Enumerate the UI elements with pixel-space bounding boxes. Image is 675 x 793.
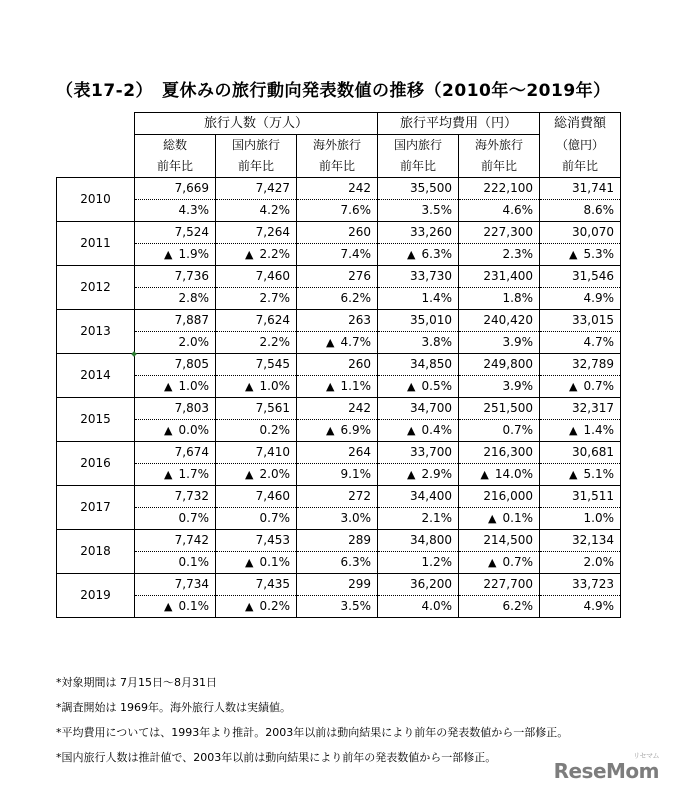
- yoy-cell: [216, 508, 297, 530]
- value-cell: 33,730: [378, 266, 459, 288]
- yoy-value: 1.8%: [502, 291, 533, 305]
- yoy-cell: [540, 552, 621, 574]
- group-header-avg-cost: 旅行平均費用（円）: [378, 113, 540, 135]
- value-cell: 7,410: [216, 442, 297, 464]
- decrease-triangle-icon: ▲: [245, 248, 254, 261]
- value-cell: 7,561: [216, 398, 297, 420]
- yoy-label: 前年比: [378, 156, 459, 178]
- value-cell: 299: [297, 574, 378, 596]
- value-cell: 263: [297, 310, 378, 332]
- value-cell: 30,681: [540, 442, 621, 464]
- yoy-cell: [297, 420, 378, 442]
- value-cell: 7,460: [216, 486, 297, 508]
- table-row-yoy: [57, 464, 621, 486]
- yoy-cell: [216, 420, 297, 442]
- col-header-domestic-cost: 国内旅行: [378, 135, 459, 157]
- yoy-value: 3.9%: [502, 335, 533, 349]
- yoy-cell: [297, 332, 378, 354]
- decrease-triangle-icon: ▲: [245, 468, 254, 481]
- year-cell: 2010: [57, 178, 135, 222]
- table-row: [57, 178, 621, 200]
- yoy-cell: [297, 508, 378, 530]
- decrease-triangle-icon: ▲: [569, 424, 578, 437]
- yoy-cell: [297, 200, 378, 222]
- yoy-cell: [135, 420, 216, 442]
- yoy-cell: [135, 288, 216, 310]
- yoy-value: 3.8%: [421, 335, 452, 349]
- yoy-cell: [378, 244, 459, 266]
- value-cell: 260: [297, 354, 378, 376]
- col-header-overseas: 海外旅行: [297, 135, 378, 157]
- yoy-value: 3.9%: [502, 379, 533, 393]
- yoy-cell: [378, 332, 459, 354]
- table-row-yoy: [57, 596, 621, 618]
- value-cell: 32,134: [540, 530, 621, 552]
- yoy-cell: [135, 332, 216, 354]
- value-cell: 249,800: [459, 354, 540, 376]
- yoy-value: 0.4%: [421, 423, 452, 437]
- value-cell: 264: [297, 442, 378, 464]
- year-cell: 2011: [57, 222, 135, 266]
- value-cell: 7,453: [216, 530, 297, 552]
- yoy-cell: [378, 596, 459, 618]
- value-cell: 7,524: [135, 222, 216, 244]
- yoy-cell: [297, 596, 378, 618]
- yoy-value: 3.5%: [340, 599, 371, 613]
- yoy-value: 6.2%: [502, 599, 533, 613]
- yoy-cell: [540, 464, 621, 486]
- yoy-value: 0.2%: [259, 599, 290, 613]
- yoy-cell: [135, 200, 216, 222]
- yoy-value: 5.1%: [583, 467, 614, 481]
- value-cell: 7,887: [135, 310, 216, 332]
- yoy-cell: [216, 288, 297, 310]
- year-cell: 2016: [57, 442, 135, 486]
- yoy-value: 1.0%: [583, 511, 614, 525]
- year-cell: 2018: [57, 530, 135, 574]
- header-row-yoy: [57, 156, 621, 178]
- yoy-value: 0.7%: [502, 423, 533, 437]
- yoy-value: 6.3%: [340, 555, 371, 569]
- yoy-cell: [459, 332, 540, 354]
- value-cell: 7,545: [216, 354, 297, 376]
- year-cell: 2014: [57, 354, 135, 398]
- yoy-cell: [216, 244, 297, 266]
- value-cell: 251,500: [459, 398, 540, 420]
- yoy-value: 2.0%: [259, 467, 290, 481]
- value-cell: 216,300: [459, 442, 540, 464]
- yoy-value: 4.0%: [421, 599, 452, 613]
- yoy-value: 7.4%: [340, 247, 371, 261]
- year-cell: 2015: [57, 398, 135, 442]
- yoy-value: 5.3%: [583, 247, 614, 261]
- yoy-cell: [216, 596, 297, 618]
- yoy-cell: [216, 552, 297, 574]
- decrease-triangle-icon: ▲: [245, 380, 254, 393]
- yoy-label: 前年比: [216, 156, 297, 178]
- value-cell: 227,700: [459, 574, 540, 596]
- yoy-value: 4.9%: [583, 291, 614, 305]
- value-cell: 260: [297, 222, 378, 244]
- yoy-value: 2.2%: [259, 247, 290, 261]
- value-cell: 242: [297, 178, 378, 200]
- value-cell: 242: [297, 398, 378, 420]
- value-cell: 31,546: [540, 266, 621, 288]
- yoy-value: 2.3%: [502, 247, 533, 261]
- value-cell: 7,805: [135, 354, 216, 376]
- value-cell: 7,460: [216, 266, 297, 288]
- decrease-triangle-icon: ▲: [407, 248, 416, 261]
- decrease-triangle-icon: ▲: [480, 468, 489, 481]
- yoy-cell: [135, 376, 216, 398]
- value-cell: 33,700: [378, 442, 459, 464]
- corner-cell: [57, 156, 135, 178]
- value-cell: 7,732: [135, 486, 216, 508]
- yoy-cell: [459, 288, 540, 310]
- yoy-cell: [540, 420, 621, 442]
- yoy-cell: [378, 420, 459, 442]
- yoy-cell: [378, 552, 459, 574]
- table-row: [57, 486, 621, 508]
- table-row: [57, 222, 621, 244]
- yoy-label: 前年比: [540, 156, 621, 178]
- yoy-cell: [540, 596, 621, 618]
- decrease-triangle-icon: ▲: [326, 336, 335, 349]
- yoy-cell: [378, 200, 459, 222]
- yoy-label: 前年比: [459, 156, 540, 178]
- table-row-yoy: [57, 376, 621, 398]
- decrease-triangle-icon: ▲: [326, 424, 335, 437]
- yoy-cell: [135, 508, 216, 530]
- table-row: [57, 530, 621, 552]
- yoy-cell: [378, 288, 459, 310]
- yoy-value: 8.6%: [583, 203, 614, 217]
- value-cell: 231,400: [459, 266, 540, 288]
- value-cell: 7,427: [216, 178, 297, 200]
- yoy-value: 1.0%: [259, 379, 290, 393]
- yoy-value: 3.0%: [340, 511, 371, 525]
- yoy-value: 4.7%: [583, 335, 614, 349]
- value-cell: 30,070: [540, 222, 621, 244]
- yoy-cell: [459, 376, 540, 398]
- yoy-value: 2.2%: [259, 335, 290, 349]
- yoy-cell: [216, 376, 297, 398]
- yoy-cell: [540, 244, 621, 266]
- yoy-cell: [135, 244, 216, 266]
- value-cell: 289: [297, 530, 378, 552]
- value-cell: 214,500: [459, 530, 540, 552]
- yoy-cell: [297, 552, 378, 574]
- yoy-value: 2.1%: [421, 511, 452, 525]
- table-row-yoy: [57, 288, 621, 310]
- decrease-triangle-icon: ▲: [407, 380, 416, 393]
- yoy-cell: [540, 200, 621, 222]
- value-cell: 7,669: [135, 178, 216, 200]
- yoy-cell: [216, 464, 297, 486]
- yoy-cell: [297, 244, 378, 266]
- value-cell: 240,420: [459, 310, 540, 332]
- yoy-cell: [459, 420, 540, 442]
- value-cell: 7,742: [135, 530, 216, 552]
- yoy-cell: [216, 332, 297, 354]
- yoy-value: 4.6%: [502, 203, 533, 217]
- value-cell: 216,000: [459, 486, 540, 508]
- footnote: *対象期間は 7月15日～8月31日: [56, 676, 217, 689]
- value-cell: 31,511: [540, 486, 621, 508]
- col-header-oku-yen: （億円）: [540, 135, 621, 157]
- yoy-cell: [135, 552, 216, 574]
- yoy-value: 1.1%: [340, 379, 371, 393]
- value-cell: 33,723: [540, 574, 621, 596]
- corner-cell: [57, 113, 135, 135]
- value-cell: 33,015: [540, 310, 621, 332]
- resemom-logo: リセマム ReseMom: [553, 752, 659, 783]
- yoy-value: 1.7%: [178, 467, 209, 481]
- decrease-triangle-icon: ▲: [407, 424, 416, 437]
- value-cell: 33,260: [378, 222, 459, 244]
- yoy-value: 0.7%: [583, 379, 614, 393]
- yoy-cell: [378, 508, 459, 530]
- yoy-value: 0.1%: [178, 555, 209, 569]
- yoy-value: 4.9%: [583, 599, 614, 613]
- value-cell: 7,734: [135, 574, 216, 596]
- value-cell: 7,674: [135, 442, 216, 464]
- yoy-value: 7.6%: [340, 203, 371, 217]
- value-cell: 32,317: [540, 398, 621, 420]
- decrease-triangle-icon: ▲: [164, 424, 173, 437]
- yoy-value: 0.5%: [421, 379, 452, 393]
- yoy-cell: [459, 508, 540, 530]
- footnote: *平均費用については、1993年より推計。2003年以前は動向結果により前年の発表数値から一部修正。: [56, 726, 569, 739]
- yoy-value: 3.5%: [421, 203, 452, 217]
- table-row: [57, 354, 621, 376]
- yoy-cell: [297, 464, 378, 486]
- yoy-value: 9.1%: [340, 467, 371, 481]
- yoy-cell: [216, 200, 297, 222]
- value-cell: 7,803: [135, 398, 216, 420]
- yoy-cell: [459, 596, 540, 618]
- yoy-value: 0.7%: [502, 555, 533, 569]
- yoy-value: 1.0%: [178, 379, 209, 393]
- yoy-label: 前年比: [297, 156, 378, 178]
- value-cell: 31,741: [540, 178, 621, 200]
- value-cell: 32,789: [540, 354, 621, 376]
- yoy-value: 6.2%: [340, 291, 371, 305]
- yoy-value: 1.4%: [421, 291, 452, 305]
- corner-cell: [57, 135, 135, 157]
- table-row: [57, 574, 621, 596]
- year-cell: 2013: [57, 310, 135, 354]
- decrease-triangle-icon: ▲: [569, 380, 578, 393]
- value-cell: 7,736: [135, 266, 216, 288]
- yoy-value: 4.7%: [340, 335, 371, 349]
- yoy-cell: [459, 200, 540, 222]
- decrease-triangle-icon: ▲: [569, 248, 578, 261]
- yoy-value: 0.1%: [259, 555, 290, 569]
- travel-trend-table: [56, 112, 621, 618]
- yoy-value: 2.0%: [583, 555, 614, 569]
- yoy-cell: [459, 552, 540, 574]
- yoy-value: 6.3%: [421, 247, 452, 261]
- yoy-value: 0.2%: [259, 423, 290, 437]
- decrease-triangle-icon: ▲: [164, 468, 173, 481]
- yoy-label: 前年比: [135, 156, 216, 178]
- value-cell: 34,400: [378, 486, 459, 508]
- decrease-triangle-icon: ▲: [407, 468, 416, 481]
- footnote: *調査開始は 1969年。海外旅行人数は実績値。: [56, 701, 291, 714]
- decrease-triangle-icon: ▲: [164, 380, 173, 393]
- yoy-cell: [540, 376, 621, 398]
- table-row: [57, 310, 621, 332]
- yoy-cell: [297, 288, 378, 310]
- yoy-cell: [135, 464, 216, 486]
- group-header-total-spend: 総消費額: [540, 113, 621, 135]
- decrease-triangle-icon: ▲: [326, 380, 335, 393]
- yoy-value: 1.9%: [178, 247, 209, 261]
- year-cell: 2012: [57, 266, 135, 310]
- value-cell: 35,010: [378, 310, 459, 332]
- value-cell: 7,624: [216, 310, 297, 332]
- table-row-yoy: [57, 420, 621, 442]
- table-row: [57, 442, 621, 464]
- value-cell: 34,800: [378, 530, 459, 552]
- decrease-triangle-icon: ▲: [245, 600, 254, 613]
- decrease-triangle-icon: ▲: [164, 600, 173, 613]
- yoy-value: 14.0%: [494, 467, 533, 481]
- yoy-cell: [540, 288, 621, 310]
- table-row-yoy: [57, 244, 621, 266]
- yoy-cell: [540, 332, 621, 354]
- yoy-value: 4.3%: [178, 203, 209, 217]
- yoy-cell: [540, 508, 621, 530]
- yoy-value: 2.8%: [178, 291, 209, 305]
- value-cell: 34,700: [378, 398, 459, 420]
- yoy-value: 2.7%: [259, 291, 290, 305]
- yoy-cell: [297, 376, 378, 398]
- yoy-value: 4.2%: [259, 203, 290, 217]
- value-cell: 34,850: [378, 354, 459, 376]
- yoy-cell: [135, 596, 216, 618]
- yoy-value: 0.1%: [502, 511, 533, 525]
- yoy-cell: [459, 464, 540, 486]
- value-cell: 222,100: [459, 178, 540, 200]
- yoy-cell: [378, 376, 459, 398]
- yoy-value: 6.9%: [340, 423, 371, 437]
- footnote: *国内旅行人数は推計値で、2003年以前は動向結果により前年の発表数値から一部修正。: [56, 751, 497, 764]
- value-cell: 272: [297, 486, 378, 508]
- yoy-value: 2.9%: [421, 467, 452, 481]
- year-cell: 2019: [57, 574, 135, 618]
- value-cell: 35,500: [378, 178, 459, 200]
- decrease-triangle-icon: ▲: [245, 556, 254, 569]
- yoy-value: 2.0%: [178, 335, 209, 349]
- decrease-triangle-icon: ▲: [488, 512, 497, 525]
- yoy-cell: [459, 244, 540, 266]
- value-cell: 276: [297, 266, 378, 288]
- table-row-yoy: [57, 552, 621, 574]
- value-cell: 227,300: [459, 222, 540, 244]
- table-row: [57, 266, 621, 288]
- table-row: [57, 398, 621, 420]
- yoy-value: 0.7%: [259, 511, 290, 525]
- col-header-overseas-cost: 海外旅行: [459, 135, 540, 157]
- table-row-yoy: [57, 200, 621, 222]
- table-row-yoy: [57, 332, 621, 354]
- header-row-groups: [57, 113, 621, 135]
- yoy-value: 0.1%: [178, 599, 209, 613]
- col-header-domestic: 国内旅行: [216, 135, 297, 157]
- footnotes: [56, 670, 568, 770]
- decrease-triangle-icon: ▲: [164, 248, 173, 261]
- yoy-value: 0.7%: [178, 511, 209, 525]
- yoy-value: 1.2%: [421, 555, 452, 569]
- header-row-cols: [57, 135, 621, 157]
- decrease-triangle-icon: ▲: [488, 556, 497, 569]
- table-title: （表17-2） 夏休みの旅行動向発表数値の推移（2010年～2019年）: [56, 81, 611, 101]
- year-cell: 2017: [57, 486, 135, 530]
- table-row-yoy: [57, 508, 621, 530]
- yoy-value: 1.4%: [583, 423, 614, 437]
- decrease-triangle-icon: ▲: [569, 468, 578, 481]
- value-cell: 36,200: [378, 574, 459, 596]
- col-header-total: 総数: [135, 135, 216, 157]
- value-cell: 7,264: [216, 222, 297, 244]
- yoy-cell: [378, 464, 459, 486]
- yoy-value: 0.0%: [178, 423, 209, 437]
- value-cell: 7,435: [216, 574, 297, 596]
- group-header-travelers: 旅行人数（万人）: [135, 113, 378, 135]
